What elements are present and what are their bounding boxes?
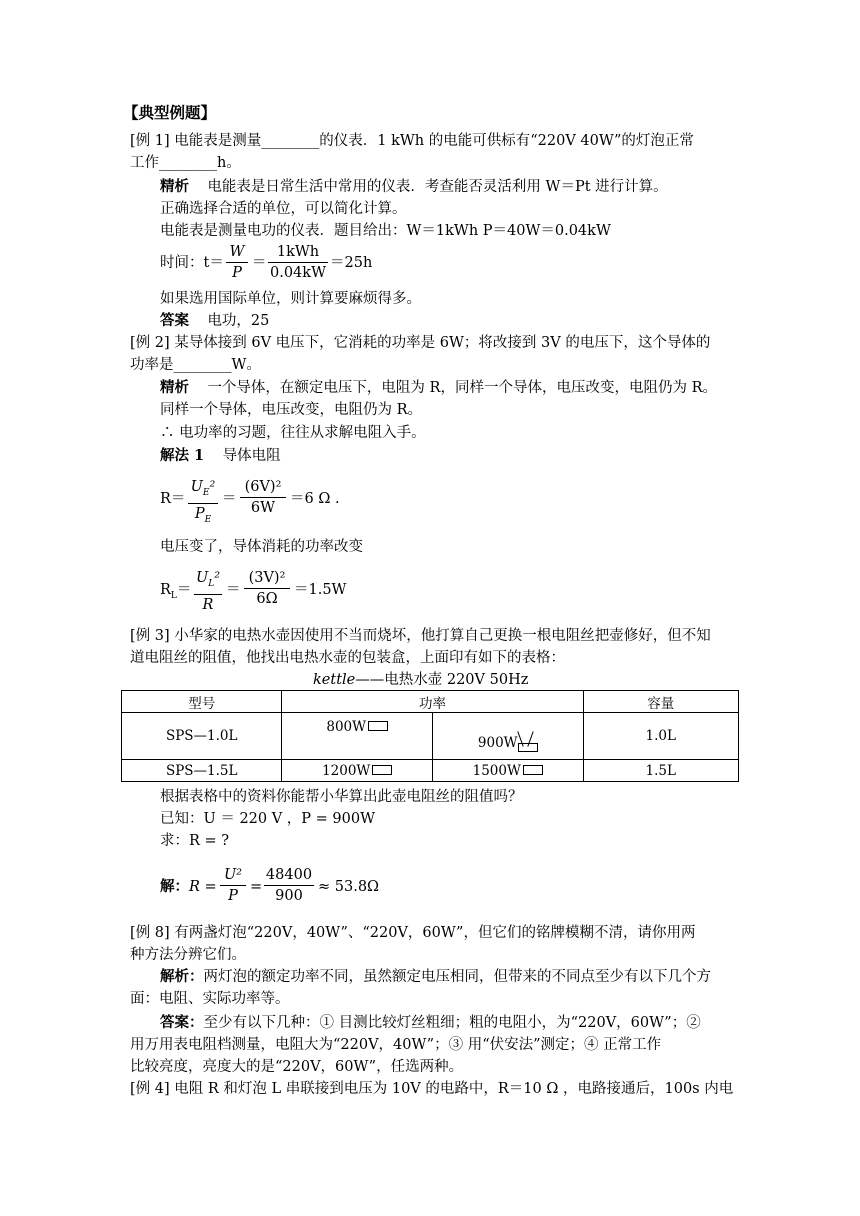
ex1-equals: ＝: [252, 255, 267, 271]
ex8-answer-line3: 比较亮度，亮度大的是“220V，60W”，任选两种。: [130, 1059, 464, 1075]
ex2-analysis-line1: [160, 378, 717, 398]
frac-numerator: $U_E^2$: [190, 479, 216, 498]
frac-denominator: 6Ω: [256, 591, 278, 607]
ex3-solution-prefix: [160, 877, 217, 897]
ex1-answer: [160, 311, 269, 331]
ex2-question-line1: [例 2] 某导体接到 6V 电压下，它消耗的功率是 6W；将改接到 3V 的电压下，这个导体的: [130, 335, 711, 351]
analysis-label: 精析: [160, 379, 189, 396]
ex2-equals: ＝: [222, 491, 237, 507]
header-capacity: 容量: [583, 691, 738, 713]
frac-numerator: $U_L^2$: [195, 570, 221, 589]
ex1-question-line1: [例 1] 电能表是测量________的仪表．1 kWh 的电能可供标有“220V 40W”的灯泡正常: [130, 133, 694, 149]
ex1-analysis-line3: 电能表是测量电功的仪表．题目给出：W＝1kWh P＝40W＝0.04kW: [160, 223, 611, 239]
ex3-question-line2: 道电阻丝的阻值，他找出电热水壶的包装盒，上面印有如下的表格：: [130, 650, 565, 666]
frac-denominator: R: [202, 596, 214, 613]
ex1-question-line2: 工作________h。: [130, 155, 241, 171]
answer-label: 答案：: [160, 1014, 204, 1031]
header-power: 功率: [282, 691, 583, 713]
ex8-question-line1: [例 8] 有两盏灯泡“220V，40W”、“220V，60W”，但它们的铭牌模糊不清，请你用两: [130, 925, 696, 941]
section-heading: 【典型例题】: [123, 103, 217, 122]
ex8-question-line2: 种方法分辨它们。: [130, 947, 246, 963]
ex2-fraction-values: [240, 478, 286, 517]
analysis-label: 解析：: [160, 968, 204, 985]
ex8-answer-line1: [160, 1013, 701, 1033]
cell-model: SPS—1.0L: [122, 713, 282, 760]
power-value: 800W: [326, 719, 367, 735]
ex2-r1-prefix: R＝: [160, 491, 186, 507]
cell-power-2: [432, 760, 583, 782]
ex3-known: 已知：U ＝ 220 V ，P = 900W: [160, 811, 376, 827]
ex2-fraction-ue-pe: [188, 478, 218, 529]
ex3-prompt: 根据表格中的资料你能帮小华算出此壶电阻丝的阻值吗？: [160, 789, 523, 805]
analysis-text: 两灯泡的额定功率不同，虽然额定电压相同，但带来的不同点至少有以下几个方: [203, 969, 711, 985]
ex1-time-prefix: 时间：t＝: [160, 255, 224, 271]
table-row: [122, 713, 739, 760]
frac-denominator: 6W: [250, 500, 276, 516]
kettle-spec-table: [121, 690, 739, 782]
ex1-analysis-line1: [160, 177, 668, 197]
answer-text: 至少有以下几种：① 目测比较灯丝粗细；粗的电阻小，为“220V，60W”；②: [203, 1015, 701, 1031]
ex1-fraction-values: [268, 243, 328, 282]
ex2-change-text: 电压变了，导体消耗的功率改变: [160, 539, 363, 555]
caption-rest: ——电热水壶 220V 50Hz: [355, 672, 529, 688]
analysis-label: 精析: [160, 178, 189, 195]
ex3-equals: =: [250, 879, 263, 895]
frac-numerator: 48400: [265, 867, 313, 883]
checkbox-icon: [523, 765, 543, 775]
checked-box-icon: [518, 737, 538, 751]
ex2-analysis-line2: 同样一个导体，电压改变，电阻仍为 R。: [160, 402, 423, 418]
frac-denominator: P: [232, 265, 242, 281]
analysis-text: 电能表是日常生活中常用的仪表．考查能否灵活利用 W＝Pt 进行计算。: [207, 179, 668, 195]
table-header-row: [122, 691, 739, 713]
ex3-fraction-values: [264, 866, 314, 905]
frac-numerator: (3V)²: [248, 570, 286, 586]
ex1-fraction-w-p: [226, 243, 248, 282]
ex4-question-line1: [例 4] 电阻 R 和灯泡 L 串联接到电压为 10V 的电路中，R＝10 Ω ，电路接通后，100s 内电: [130, 1081, 734, 1097]
method-label: 解法 1: [160, 447, 205, 464]
checkbox-icon: [368, 721, 388, 731]
cell-power-2: [432, 713, 583, 760]
answer-text: 电功，25: [207, 313, 270, 329]
ex8-analysis-line2: 面：电阻、实际功率等。: [130, 991, 290, 1007]
ex2-r1-result: ＝6 Ω .: [290, 491, 340, 507]
frac-denominator: $P_E$: [194, 505, 212, 525]
solution-label: 解：: [160, 878, 189, 895]
ex3-question-line1: [例 3] 小华家的电热水壶因使用不当而烧坏，他打算自己更换一根电阻丝把壶修好，但不知: [130, 628, 711, 644]
answer-label: 答案: [160, 312, 189, 329]
power-value: 1200W: [322, 762, 371, 779]
ex8-analysis-line1: [160, 967, 711, 987]
ex1-note: 如果选用国际单位，则计算要麻烦得多。: [160, 291, 421, 307]
ex2-fraction-ul-r: [194, 569, 222, 614]
analysis-text: 一个导体，在额定电压下，电阻为 R，同样一个导体，电压改变，电阻仍为 R。: [207, 380, 717, 396]
ex3-find: 求：R = ?: [160, 833, 230, 849]
frac-numerator: 1kWh: [276, 244, 320, 260]
ex3-result: ≈ 53.8Ω: [318, 879, 380, 895]
method-text: 导体电阻: [222, 448, 281, 464]
ex3-table-caption: [313, 670, 528, 690]
ex2-fraction-values-2: [244, 569, 290, 608]
frac-denominator: 0.04kW: [270, 265, 326, 281]
checkbox-icon: [372, 765, 392, 775]
header-model: 型号: [122, 691, 282, 713]
ex2-r2-result: ＝1.5W: [294, 582, 347, 598]
frac-numerator: (6V)²: [244, 479, 282, 495]
caption-kettle: kettle: [313, 672, 356, 688]
solution-r: R =: [189, 879, 217, 895]
table-row: [122, 760, 739, 782]
power-value: 900W: [477, 735, 518, 751]
ex1-analysis-line2: 正确选择合适的单位，可以简化计算。: [160, 201, 407, 217]
frac-numerator: U²: [223, 867, 243, 883]
cell-power-1: [282, 760, 433, 782]
cell-power-1: [282, 713, 433, 760]
frac-denominator: 900: [275, 888, 303, 904]
ex8-answer-line2: 用万用表电阻档测量，电阻大为“220V，40W”；③ 用“伏安法”测定；④ 正常工作: [130, 1037, 662, 1053]
ex3-fraction-u-p: [220, 866, 246, 905]
ex2-therefore: ∴ 电功率的习题，往往从求解电阻入手。: [160, 425, 426, 441]
ex1-result: ＝25h: [330, 255, 373, 271]
frac-numerator: W: [229, 244, 245, 260]
cell-capacity: 1.0L: [583, 713, 738, 760]
ex2-equals-2: ＝: [226, 582, 241, 598]
ex2-method: [160, 446, 281, 466]
cell-model: SPS—1.5L: [122, 760, 282, 782]
cell-capacity: 1.5L: [583, 760, 738, 782]
ex2-r2-prefix: $R_L=$: [160, 582, 192, 601]
frac-denominator: P: [228, 888, 238, 904]
power-value: 1500W: [472, 762, 521, 779]
ex2-question-line2: 功率是________W。: [130, 357, 261, 373]
